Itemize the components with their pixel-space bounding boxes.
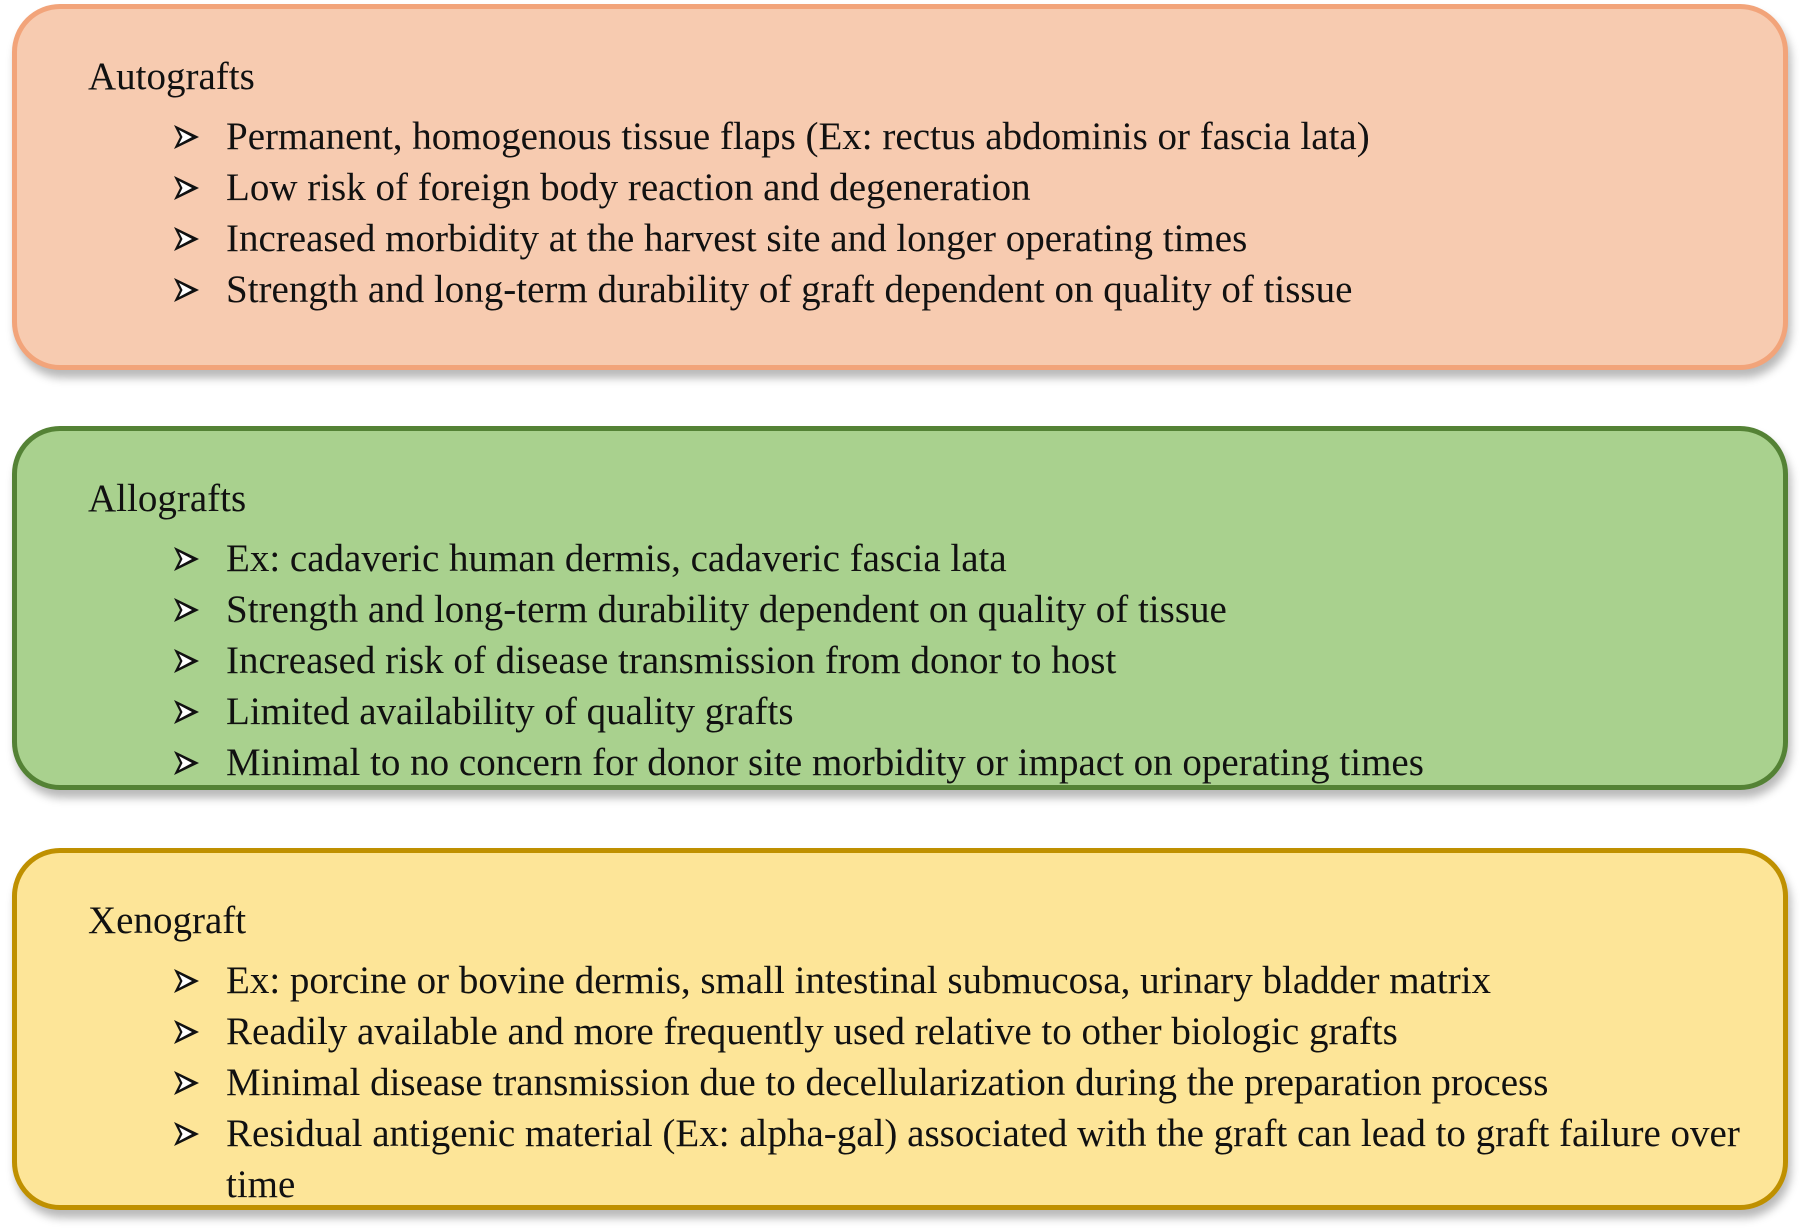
arrow-bullet-icon [172,213,214,264]
list-item [172,1006,1743,1057]
list-item [172,162,1743,213]
arrow-bullet-icon [172,737,214,788]
list-item [172,686,1743,737]
arrow-bullet-icon [172,1108,214,1159]
bullet-text: Readily available and more frequently used relative to other biologic grafts [226,1010,1398,1053]
autografts-panel [12,4,1788,370]
list-item [172,635,1743,686]
arrow-bullet-icon [172,162,214,213]
list-item [172,533,1743,584]
arrow-bullet-icon [172,533,214,584]
list-item [172,584,1743,635]
allografts-panel [12,426,1788,790]
bullet-text: Increased morbidity at the harvest site and longer operating times [226,217,1248,260]
list-item [172,264,1743,315]
list-item [172,111,1743,162]
arrow-bullet-icon [172,1057,214,1108]
bullet-list [172,955,1743,1210]
bullet-list [172,111,1743,315]
arrow-bullet-icon [172,264,214,315]
bullet-text: Limited availability of quality grafts [226,690,794,733]
bullet-text: Increased risk of disease transmission from donor to host [226,639,1117,682]
bullet-text: Low risk of foreign body reaction and degeneration [226,166,1031,209]
xenograft-panel [12,848,1788,1210]
list-item [172,1057,1743,1108]
arrow-bullet-icon [172,1006,214,1057]
arrow-bullet-icon [172,584,214,635]
bullet-text: Strength and long-term durability dependent on quality of tissue [226,588,1227,631]
list-item [172,955,1743,1006]
bullet-text: Permanent, homogenous tissue flaps (Ex: rectus abdominis or fascia lata) [226,115,1370,158]
panel-title: Allografts [88,477,247,520]
panel-title: Autografts [88,55,255,98]
bullet-text: Strength and long-term durability of graft dependent on quality of tissue [226,268,1353,311]
bullet-text: Ex: cadaveric human dermis, cadaveric fascia lata [226,537,1007,580]
list-item [172,1108,1743,1210]
bullet-text: Ex: porcine or bovine dermis, small intestinal submucosa, urinary bladder matrix [226,959,1492,1002]
arrow-bullet-icon [172,635,214,686]
bullet-list [172,533,1743,788]
arrow-bullet-icon [172,111,214,162]
bullet-text: Minimal disease transmission due to decellularization during the preparation process [226,1061,1549,1104]
list-item [172,737,1743,788]
list-item [172,213,1743,264]
arrow-bullet-icon [172,955,214,1006]
arrow-bullet-icon [172,686,214,737]
bullet-text: Residual antigenic material (Ex: alpha-gal) associated with the graft can lead to graft failure over time [226,1112,1740,1206]
panel-title: Xenograft [88,899,247,942]
bullet-text: Minimal to no concern for donor site morbidity or impact on operating times [226,741,1424,784]
